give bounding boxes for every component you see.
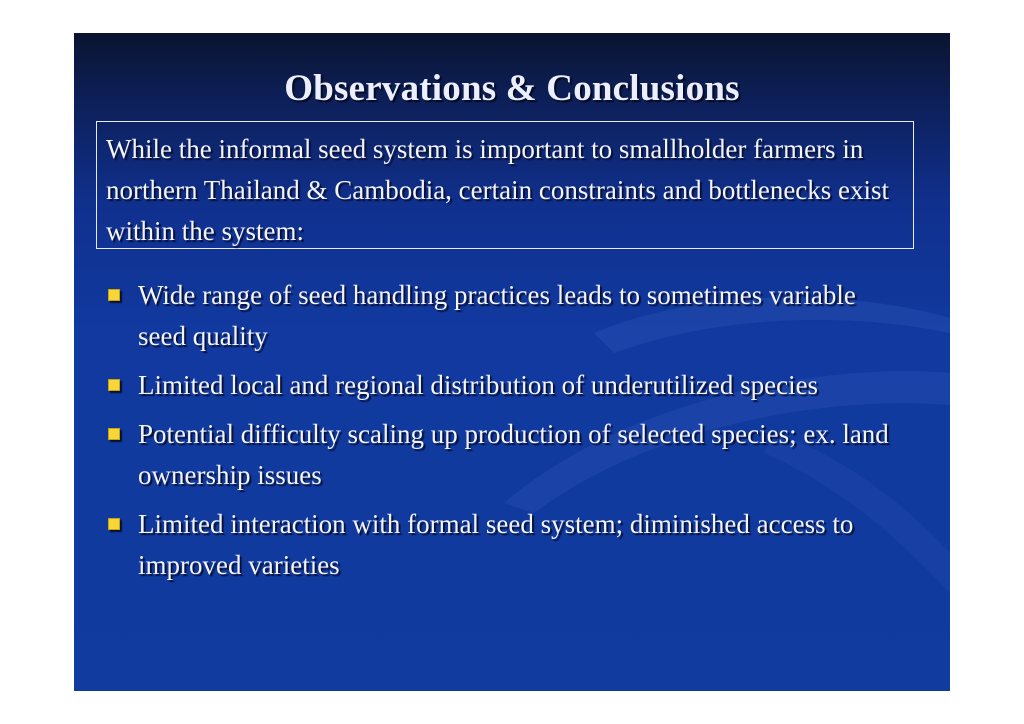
intro-text-box: While the informal seed system is important to smallholder farmers in northern Thailand & Cambodia, certain constraints and bottlenecks exist within the system: <box>96 121 914 249</box>
bullet-item <box>104 504 904 586</box>
square-bullet-icon <box>108 289 120 301</box>
bullet-list <box>104 275 904 594</box>
slide-title: Observations & Conclusions <box>284 68 740 109</box>
square-bullet-icon <box>108 428 120 440</box>
bullet-text: Limited interaction with formal seed system; diminished access to improved varieties <box>138 509 854 580</box>
bullet-text: Limited local and regional distribution of underutilized species <box>138 370 819 400</box>
bullet-item <box>104 275 904 357</box>
bullet-text: Wide range of seed handling practices leads to sometimes variable seed quality <box>138 280 856 351</box>
bullet-item <box>104 414 904 496</box>
square-bullet-icon <box>108 379 120 391</box>
bullet-item <box>104 365 904 406</box>
square-bullet-icon <box>108 518 120 530</box>
bullet-text: Potential difficulty scaling up production of selected species; ex. land ownership issues <box>138 419 889 490</box>
slide <box>74 33 950 691</box>
